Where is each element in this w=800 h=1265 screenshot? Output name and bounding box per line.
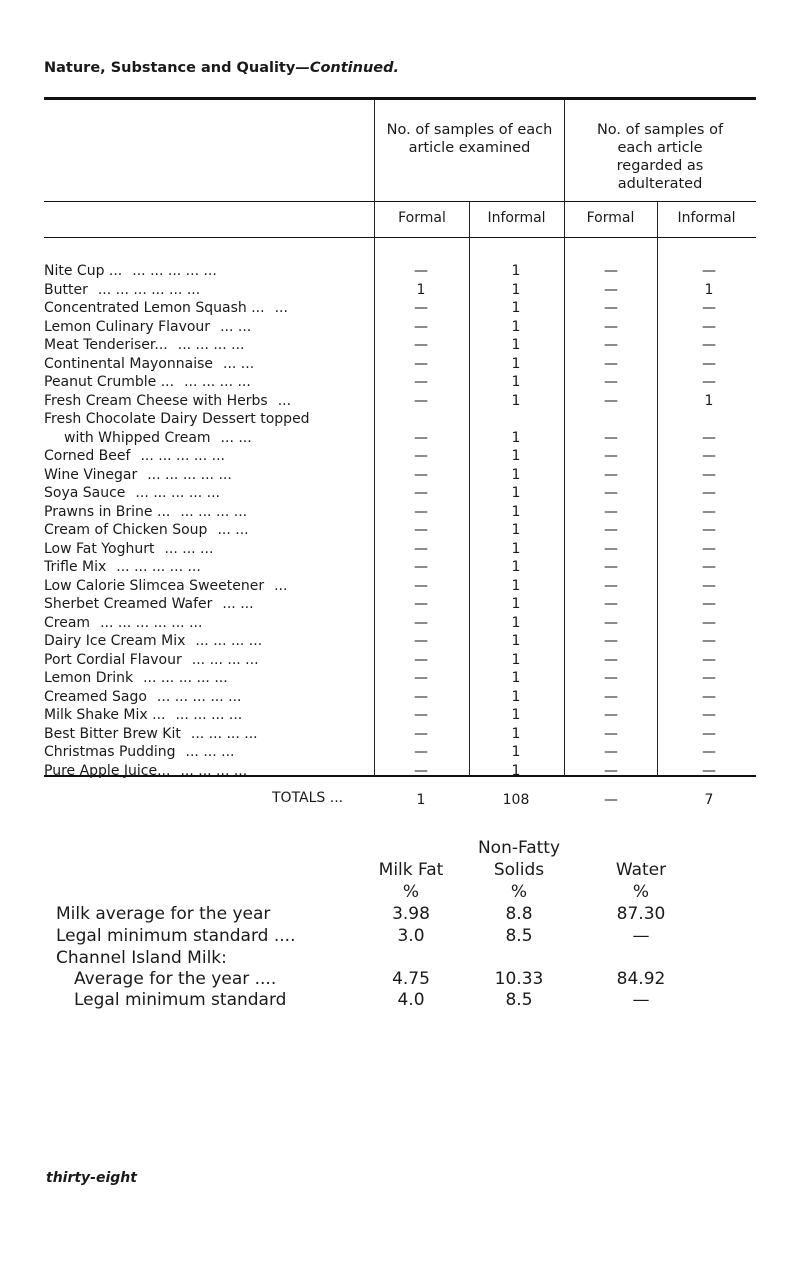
table-cell: —	[414, 633, 428, 649]
leader-dots: ... ... ...	[185, 744, 235, 760]
milk-value: 3.98	[392, 904, 430, 924]
leader-dots: ... ... ... ... ...	[147, 466, 232, 483]
leader-dots: ... ...	[220, 318, 252, 335]
article-name: Creamed Sago	[44, 688, 147, 705]
non-fatty-header: Non-Fatty	[477, 838, 561, 858]
table-cell: —	[702, 725, 716, 742]
row-label	[44, 577, 287, 596]
article-name: Port Cordial Flavour	[44, 651, 182, 668]
row-label	[44, 632, 262, 651]
table-cell: —	[702, 355, 716, 372]
article-name: Prawns in Brine ...	[44, 503, 171, 520]
table-row	[44, 410, 756, 447]
table-cell: —	[604, 707, 618, 723]
milk-row-label: Legal minimum standard	[74, 990, 287, 1010]
article-name: Soya Sauce	[44, 485, 126, 501]
table-cell: 1	[511, 300, 521, 316]
subheader-divider-rule	[44, 237, 756, 238]
table-cell: 1	[511, 577, 521, 594]
table-cell: —	[702, 633, 716, 649]
table-cell: —	[702, 651, 716, 668]
table-cell: 1	[511, 318, 521, 335]
table-cell: —	[702, 762, 716, 779]
table-cell: 1	[511, 392, 521, 409]
table-cell: —	[604, 670, 618, 686]
table-cell: —	[414, 263, 428, 279]
milk-row-label: Average for the year ....	[74, 969, 277, 989]
table-cell: —	[604, 633, 618, 649]
table-cell: —	[702, 559, 716, 575]
table-cell: —	[414, 540, 428, 557]
table-cell: —	[702, 263, 716, 279]
row-label	[44, 688, 241, 707]
table-cell: —	[702, 522, 716, 538]
row-label	[44, 355, 254, 374]
table-row	[44, 503, 756, 522]
table-cell: —	[702, 337, 716, 353]
table-cell: 1	[511, 540, 521, 557]
milk-value: 4.0	[397, 990, 425, 1010]
row-label	[44, 318, 251, 337]
milk-row	[56, 904, 756, 925]
table-row	[44, 281, 756, 300]
table-cell: 1	[511, 374, 521, 390]
table-cell: —	[702, 670, 716, 686]
table-cell: —	[702, 744, 716, 760]
table-row	[44, 355, 756, 374]
leader-dots: ... ... ... ...	[184, 374, 251, 390]
table-row	[44, 558, 756, 577]
table-row	[44, 262, 756, 281]
table-cell: 1	[511, 429, 521, 446]
table-cell: 1	[704, 392, 714, 409]
milk-value: 3.0	[397, 926, 425, 946]
leader-dots: ... ... ... ...	[175, 707, 243, 723]
article-name: Wine Vinegar	[44, 466, 138, 483]
table-cell: 1	[511, 559, 521, 575]
article-name: Dairy Ice Cream Mix	[44, 633, 186, 649]
row-label	[44, 651, 259, 670]
article-name: Meat Tenderiser...	[44, 337, 168, 353]
row-label	[44, 281, 200, 300]
table-cell: —	[604, 448, 618, 464]
table-row	[44, 299, 756, 318]
article-name: Christmas Pudding	[44, 744, 176, 760]
table-row	[44, 725, 756, 744]
leader-dots: ... ... ... ... ...	[116, 559, 201, 575]
subheader-informal: Informal	[487, 210, 546, 226]
percent-sign: %	[510, 882, 528, 902]
table-cell: 1	[511, 762, 521, 779]
leader-dots: ... ...	[222, 596, 254, 612]
milk-value: —	[632, 926, 650, 946]
table-cell: —	[604, 540, 618, 557]
table-cell: 1	[511, 281, 521, 298]
milk-value: 8.8	[505, 904, 533, 924]
row-label	[44, 743, 234, 762]
article-name: Trifle Mix	[44, 559, 107, 575]
leader-dots: ... ... ... ...	[180, 503, 248, 520]
table-cell: —	[702, 466, 716, 483]
milk-value: 4.75	[392, 969, 430, 989]
row-label	[44, 669, 228, 688]
row-label	[44, 447, 225, 466]
table-cell: —	[604, 429, 618, 446]
percent-row	[56, 882, 756, 904]
table-row	[44, 521, 756, 540]
article-name: Sherbet Creamed Wafer	[44, 596, 213, 612]
table-cell: 1	[511, 337, 521, 353]
article-name: Best Bitter Brew Kit	[44, 725, 181, 742]
table-cell: —	[414, 725, 428, 742]
leader-dots: ... ...	[223, 355, 255, 372]
leader-dots: ... ... ... ...	[191, 651, 259, 668]
table-cell: —	[702, 300, 716, 316]
row-label	[44, 706, 242, 725]
table-cell: 1	[511, 614, 521, 631]
milk-rows	[56, 882, 756, 1011]
leader-dots: ... ...	[220, 429, 252, 446]
table-cell: 1	[511, 725, 521, 742]
table-cell: —	[414, 614, 428, 631]
table-cell: —	[414, 503, 428, 520]
table-cell: —	[604, 651, 618, 668]
milk-value: 87.30	[616, 904, 666, 924]
leader-dots: ...	[274, 300, 288, 316]
table-cell: —	[414, 577, 428, 594]
totals-cell: 7	[704, 792, 714, 808]
table-row	[44, 706, 756, 725]
table-cell: —	[414, 318, 428, 335]
article-name: Fresh Chocolate Dairy Dessert topped	[44, 411, 310, 427]
leader-dots: ... ... ... ...	[195, 633, 263, 649]
row-label	[44, 299, 288, 318]
totals-cell: —	[604, 792, 618, 808]
leader-dots: ... ... ... ... ... ...	[100, 614, 203, 631]
article-name: Fresh Cream Cheese with Herbs	[44, 392, 268, 409]
article-name: Low Fat Yoghurt	[44, 540, 155, 557]
table-cell: 1	[511, 633, 521, 649]
article-name: Pure Apple Juice...	[44, 762, 171, 779]
table-cell: —	[702, 429, 716, 446]
milk-header	[56, 860, 756, 882]
table-cell: —	[414, 744, 428, 760]
article-name: Cream	[44, 614, 91, 631]
percent-sign: %	[402, 882, 420, 902]
table-cell: —	[604, 762, 618, 779]
table-row	[44, 651, 756, 670]
table-cell: 1	[511, 503, 521, 520]
table-row	[44, 484, 756, 503]
table-row	[44, 595, 756, 614]
table-cell: —	[604, 614, 618, 631]
article-name-continued: with Whipped Cream	[64, 429, 211, 446]
table-cell: —	[702, 374, 716, 390]
table-cell: —	[414, 337, 428, 353]
table-row	[44, 688, 756, 707]
row-label	[44, 762, 247, 781]
row-label	[44, 503, 247, 522]
row-label	[44, 614, 202, 633]
table-row	[44, 669, 756, 688]
milk-row-label: Channel Island Milk:	[56, 948, 227, 968]
table-row	[44, 540, 756, 559]
article-name: Corned Beef	[44, 448, 131, 464]
table-cell: —	[604, 596, 618, 612]
table-cell: —	[702, 596, 716, 612]
table-cell: 1	[511, 466, 521, 483]
table-row	[44, 392, 756, 411]
table-cell: —	[604, 744, 618, 760]
article-name: Milk Shake Mix ...	[44, 707, 166, 723]
milk-row	[56, 969, 756, 990]
leader-dots: ...	[277, 392, 292, 409]
totals-cell: 108	[502, 792, 530, 808]
row-label	[44, 466, 232, 485]
article-name: Peanut Crumble ...	[44, 374, 175, 390]
table-cell: 1	[511, 485, 521, 501]
table-cell: —	[414, 559, 428, 575]
water-header: Water	[615, 860, 667, 880]
article-name: Nite Cup ...	[44, 263, 123, 279]
milk-value: 8.5	[505, 926, 533, 946]
percent-sign: %	[632, 882, 650, 902]
page-title: Nature, Substance and Quality—Continued.	[44, 60, 400, 76]
table-cell: 1	[511, 670, 521, 686]
table-cell: —	[414, 670, 428, 686]
leader-dots: ... ... ... ...	[177, 337, 245, 353]
milk-row	[56, 948, 756, 969]
table-row	[44, 762, 756, 781]
leader-dots: ... ... ... ...	[180, 762, 248, 779]
table-cell: 1	[416, 281, 426, 298]
article-name: Cream of Chicken Soup	[44, 522, 208, 538]
subheader-informal: Informal	[677, 210, 736, 226]
header-adulterated: No. of samples of each article regarded as adulterated	[596, 122, 724, 192]
table-cell: —	[414, 688, 428, 705]
table-row	[44, 336, 756, 355]
table-row	[44, 614, 756, 633]
header-examined: No. of samples of each article examined	[386, 122, 553, 156]
row-label	[44, 336, 245, 355]
table-cell: —	[604, 392, 618, 409]
article-name: Lemon Drink	[44, 670, 134, 686]
article-name: Concentrated Lemon Squash ...	[44, 300, 265, 316]
table-cell: 1	[511, 596, 521, 612]
table-cell: —	[604, 503, 618, 520]
article-name: Low Calorie Slimcea Sweetener	[44, 577, 265, 594]
table-cell: 1	[511, 448, 521, 464]
milk-fat-header: Milk Fat	[378, 860, 444, 880]
table-cell: 1	[511, 707, 521, 723]
milk-row-label: Milk average for the year	[56, 904, 271, 924]
table-cell: —	[604, 485, 618, 501]
solids-header: Solids	[493, 860, 545, 880]
milk-value: 8.5	[505, 990, 533, 1010]
table-row	[44, 632, 756, 651]
subheader-formal: Formal	[398, 210, 446, 226]
row-label	[44, 558, 201, 577]
table-cell: —	[702, 614, 716, 631]
table-cell: —	[604, 300, 618, 316]
table-cell: —	[414, 392, 428, 409]
subheader-formal: Formal	[586, 210, 635, 226]
table-cell: —	[414, 300, 428, 316]
table-cell: —	[604, 374, 618, 390]
page-footer: thirty-eight	[46, 1170, 137, 1186]
table-cell: 1	[511, 688, 521, 705]
table-cell: —	[414, 485, 428, 501]
table-cell: —	[702, 577, 716, 594]
table-cell: —	[702, 688, 716, 705]
table-cell: —	[414, 448, 428, 464]
table-cell: —	[604, 577, 618, 594]
row-label	[44, 521, 249, 540]
row-label	[44, 392, 291, 411]
totals-cell: 1	[416, 792, 426, 808]
table-cell: —	[702, 503, 716, 520]
table-cell: —	[414, 651, 428, 668]
table-cell: —	[414, 374, 428, 390]
leader-dots: ... ... ... ... ...	[135, 485, 220, 501]
leader-dots: ... ...	[217, 522, 249, 538]
leader-dots: ... ... ... ... ...	[156, 688, 242, 705]
table-row	[44, 447, 756, 466]
table-cell: —	[414, 707, 428, 723]
table-cell: —	[702, 485, 716, 501]
row-label	[44, 595, 254, 614]
leader-dots: ... ... ... ... ...	[140, 448, 225, 464]
milk-row	[56, 926, 756, 947]
table-cell: —	[702, 318, 716, 335]
leader-dots: ... ... ... ... ...	[143, 670, 228, 686]
milk-header-top	[56, 838, 756, 860]
table-row	[44, 577, 756, 596]
table-cell: —	[414, 429, 428, 446]
totals-label: TOTALS ...	[272, 790, 344, 806]
leader-dots: ...	[274, 577, 288, 594]
table-cell: —	[414, 355, 428, 372]
table-cell: 1	[704, 281, 714, 298]
table-cell: —	[604, 559, 618, 575]
table-cell: —	[604, 337, 618, 353]
leader-dots: ... ... ... ...	[190, 725, 258, 742]
table-cell: —	[604, 466, 618, 483]
table-cell: —	[604, 355, 618, 372]
table-cell: 1	[511, 651, 521, 668]
table-cell: 1	[511, 522, 521, 538]
table-top-rule	[44, 97, 756, 100]
milk-summary	[56, 838, 756, 1011]
row-label	[44, 373, 251, 392]
row-label	[44, 262, 217, 281]
table-cell: —	[604, 522, 618, 538]
table-cell: —	[414, 466, 428, 483]
table-cell: —	[414, 762, 428, 779]
table-cell: 1	[511, 744, 521, 760]
milk-value: —	[632, 990, 650, 1010]
table-cell: —	[604, 263, 618, 279]
leader-dots: ... ... ... ... ...	[132, 263, 217, 279]
table-cell: —	[702, 540, 716, 557]
table-row	[44, 373, 756, 392]
row-label	[44, 725, 258, 744]
row-label	[44, 410, 310, 447]
table-cell: —	[604, 688, 618, 705]
table-cell: 1	[511, 263, 521, 279]
leader-dots: ... ... ...	[164, 540, 214, 557]
table-cell: —	[604, 281, 618, 298]
milk-row	[56, 990, 756, 1011]
milk-row-label: Legal minimum standard ....	[56, 926, 296, 946]
table-body	[44, 262, 756, 780]
table-cell: —	[414, 596, 428, 612]
article-name: Butter	[44, 281, 88, 298]
totals-row	[44, 790, 756, 810]
table-row	[44, 466, 756, 485]
table-cell: —	[414, 522, 428, 538]
article-name: Continental Mayonnaise	[44, 355, 213, 372]
row-label	[44, 540, 213, 559]
leader-dots: ... ... ... ... ... ...	[97, 281, 201, 298]
milk-value: 84.92	[616, 969, 666, 989]
header-divider-rule	[44, 201, 756, 202]
table-row	[44, 743, 756, 762]
table-cell: 1	[511, 355, 521, 372]
article-name: Lemon Culinary Flavour	[44, 318, 211, 335]
table-cell: —	[702, 448, 716, 464]
table-cell: —	[604, 318, 618, 335]
milk-value: 10.33	[494, 969, 544, 989]
table-cell: —	[702, 707, 716, 723]
table-row	[44, 318, 756, 337]
row-label	[44, 484, 220, 503]
table-cell: —	[604, 725, 618, 742]
